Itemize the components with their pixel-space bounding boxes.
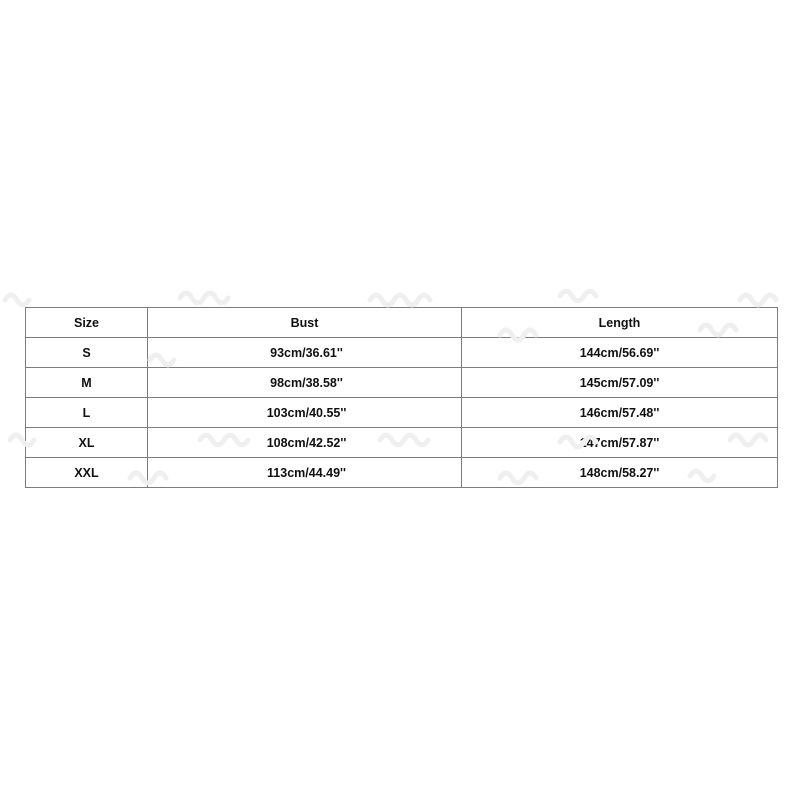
length-cell: 148cm/58.27'' [462,458,778,488]
length-cell: 146cm/57.48'' [462,398,778,428]
table-row [26,338,778,368]
size-cell: L [26,398,148,428]
length-cell: 147cm/57.87'' [462,428,778,458]
table-row [26,368,778,398]
size-cell: M [26,368,148,398]
size-cell: XL [26,428,148,458]
length-cell: 145cm/57.09'' [462,368,778,398]
table-row [26,458,778,488]
header-bust: Bust [148,308,462,338]
bust-cell: 113cm/44.49'' [148,458,462,488]
header-length: Length [462,308,778,338]
size-chart-table [25,307,778,488]
table-header-row [26,308,778,338]
bust-cell: 103cm/40.55'' [148,398,462,428]
table-row [26,428,778,458]
length-cell: 144cm/56.69'' [462,338,778,368]
bust-cell: 98cm/38.58'' [148,368,462,398]
bust-cell: 93cm/36.61'' [148,338,462,368]
size-cell: XXL [26,458,148,488]
bust-cell: 108cm/42.52'' [148,428,462,458]
table-row [26,398,778,428]
size-cell: S [26,338,148,368]
header-size: Size [26,308,148,338]
